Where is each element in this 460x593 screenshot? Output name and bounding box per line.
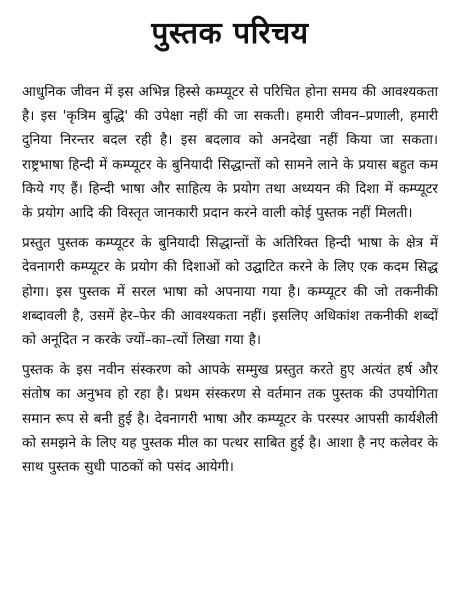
paragraph-2: प्रस्तुत पुस्तक कम्प्यूटर के बुनियादी सिद्धान्तों के अतिरिक्त हिन्दी भाषा के क्षेत्र में देवनागरी कम्प्यूटर के प्रयोग की दिशाओं को उद्घाटित करने के लिए एक कदम सिद्ध होगा। इस पुस्तक में सरल भाषा को अपनाया गया है। कम्प्यूटर की जो तकनीकी शब्दावली है, उसमें हेर–फेर की आवश्यकता नहीं। इसलिए अधिकांश तकनीकी शब्दों को अनूदित न करके ज्यों–का–त्यों लिखा गया है। [22,235,438,349]
paragraph-1: आधुनिक जीवन में इस अभिन्न हिस्से कम्प्यूटर से परिचित होना समय की आवश्यकता है। इस 'कृत्रिम बुद्धि' की उपेक्षा नहीं की जा सकती। हमारी जीवन–प्रणाली, हमारी दुनिया निरन्तर बदल रही है। इस बदलाव को अनदेखा नहीं किया जा सकता। राष्ट्रभाषा हिन्दी में कम्प्यूटर के बुनियादी सिद्धान्तों को सामने लाने के प्रयास बहुत कम किये गए हैं। हिन्दी भाषा और साहित्य के प्रयोग तथा अध्ययन की दिशा में कम्प्यूटर के प्रयोग आदि की विस्तृत जानकारी प्रदान करने वाली कोई पुस्तक नहीं मिलती। [22,84,438,222]
page-title: पुस्तक परिचय [151,16,309,51]
paragraph-3: पुस्तक के इस नवीन संस्करण को आपके सम्मुख प्रस्तुत करते हुए अत्यंत हर्ष और संतोष का अनुभव हो रहा है। प्रथम संस्करण से वर्तमान तक पुस्तक की उपयोगिता समान रूप से बनी हुई है। देवनागरी भाषा और कम्प्यूटर के परस्पर आपसी कार्यशैली को समझने के लिए यह पुस्तक मील का पत्थर साबित हुई है। आशा है नए कलेवर के साथ पुस्तक सुधी पाठकों को पसंद आयेगी। [22,362,438,476]
